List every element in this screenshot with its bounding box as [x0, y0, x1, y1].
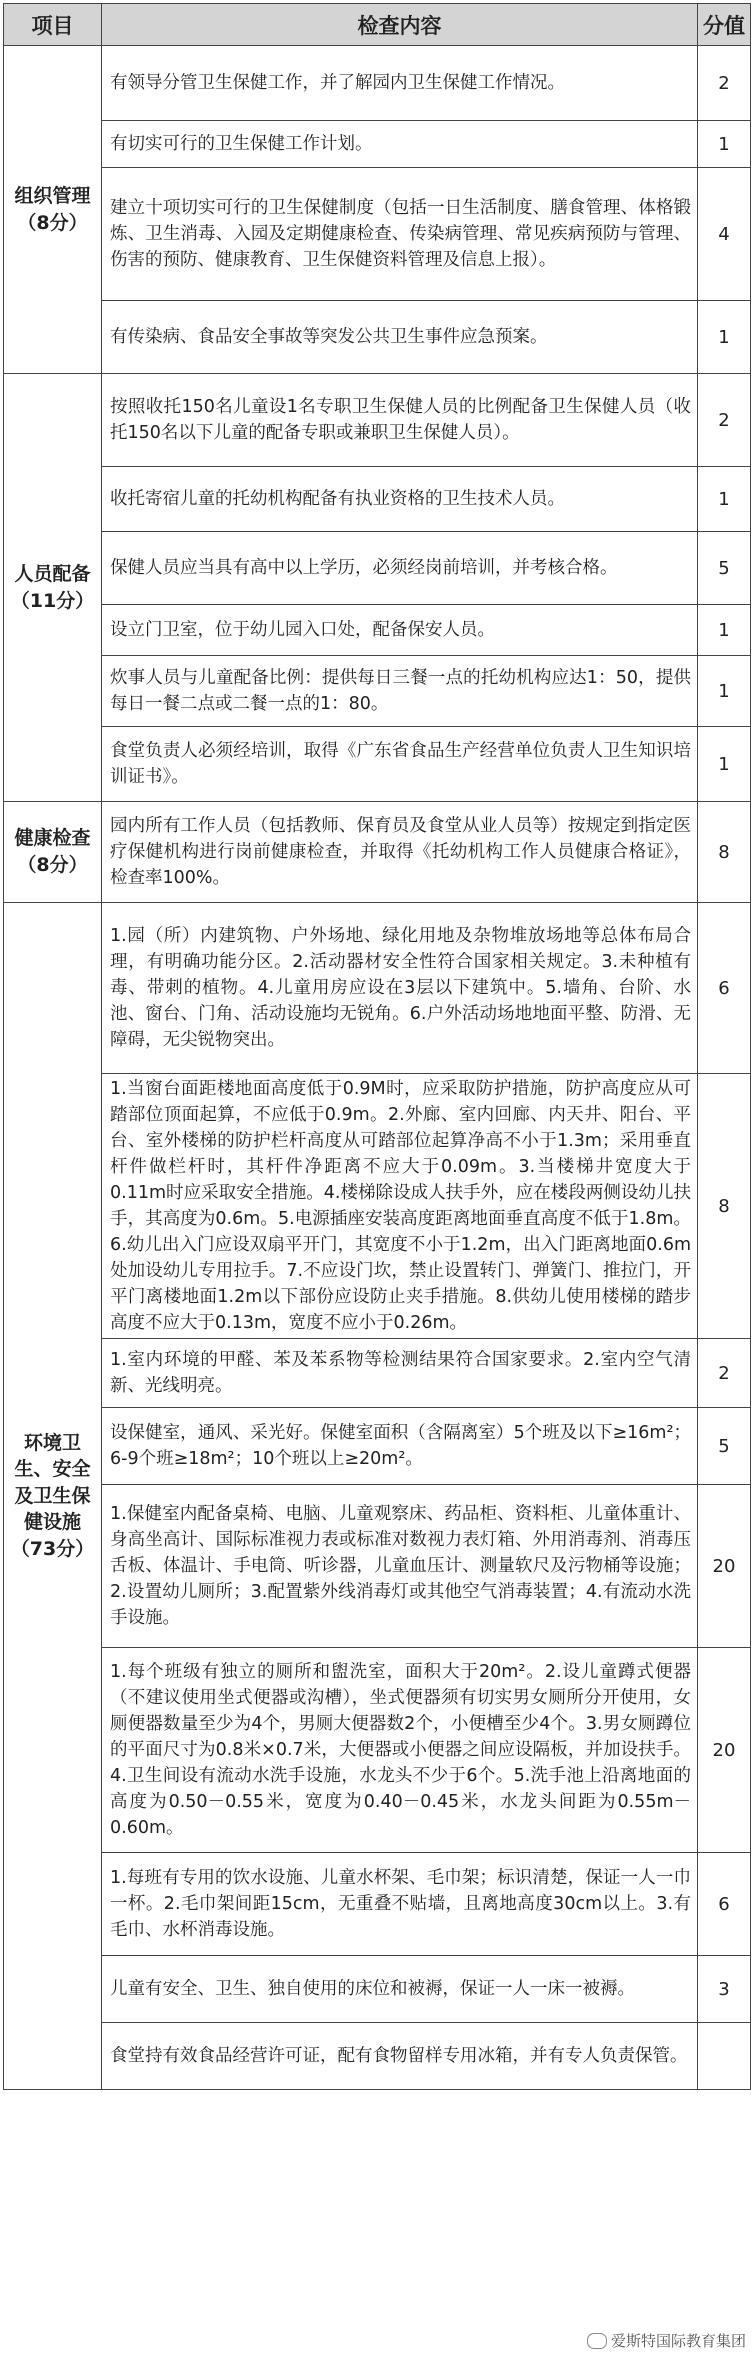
content-cell: 炊事人员与儿童配备比例：提供每日三餐一点的托幼机构应达1：50，提供每日一餐二点或二餐一点的1：80。	[102, 656, 698, 727]
content-cell: 设保健室，通风、采光好。保健室面积（含隔离室）5个班及以下≥16m²；6-9个班≥18m²；10个班以上≥20m²。	[102, 1408, 698, 1485]
table-row	[4, 301, 751, 374]
score-cell: 4	[698, 168, 751, 301]
table-row	[4, 605, 751, 656]
content-cell: 保健人员应当具有高中以上学历，必须经岗前培训，并考核合格。	[102, 532, 698, 605]
content-cell: 食堂负责人必须经培训，取得《广东省食品生产经营单位负责人卫生知识培训证书》。	[102, 727, 698, 802]
score-cell: 1	[698, 656, 751, 727]
score-cell: 6	[698, 1853, 751, 1956]
table-row	[4, 1074, 751, 1339]
score-cell: 1	[698, 301, 751, 374]
table-row	[4, 1485, 751, 1648]
table-row	[4, 374, 751, 467]
score-cell: 1	[698, 467, 751, 532]
content-cell: 有传染病、食品安全事故等突发公共卫生事件应急预案。	[102, 301, 698, 374]
category-org: 组织管理 （8分）	[4, 46, 102, 374]
content-cell: 有领导分管卫生保健工作，并了解园内卫生保健工作情况。	[102, 46, 698, 121]
table-row	[4, 46, 751, 121]
table-row	[4, 1408, 751, 1485]
table-row	[4, 532, 751, 605]
header-row	[4, 4, 751, 46]
header-content: 检查内容	[102, 4, 698, 46]
table-row	[4, 903, 751, 1074]
watermark	[585, 2330, 748, 2351]
score-cell: 2	[698, 46, 751, 121]
table-row	[4, 802, 751, 903]
score-cell: 2	[698, 1339, 751, 1408]
score-cell: 8	[698, 1074, 751, 1339]
score-cell: 1	[698, 727, 751, 802]
table-row	[4, 656, 751, 727]
content-cell: 儿童有安全、卫生、独自使用的床位和被褥，保证一人一床一被褥。	[102, 1956, 698, 2023]
content-cell: 建立十项切实可行的卫生保健制度（包括一日生活制度、膳食管理、体格锻炼、卫生消毒、入园及定期健康检查、传染病管理、常见疾病预防与管理、伤害的预防、健康教育、卫生保健资料管理及信息上报）。	[102, 168, 698, 301]
content-cell: 1.每班有专用的饮水设施、儿童水杯架、毛巾架；标识清楚，保证一人一巾一杯。2.毛巾架间距15cm，无重叠不贴墙，且离地高度30cm以上。3.有毛巾、水杯消毒设施。	[102, 1853, 698, 1956]
category-env: 环境卫生、安全及卫生保健设施（73分）	[4, 903, 102, 2090]
wechat-icon	[587, 2333, 607, 2349]
content-cell: 设立门卫室，位于幼儿园入口处，配备保安人员。	[102, 605, 698, 656]
category-health: 健康检查 （8分）	[4, 802, 102, 903]
table-row	[4, 168, 751, 301]
content-cell: 1.当窗台面距楼地面高度低于0.9M时，应采取防护措施，防护高度应从可踏部位顶面起算，不应低于0.9m。2.外廊、室内回廊、内天井、阳台、平台、室外楼梯的防护栏杆高度从可踏部位起算净高不小于1.3m；采用垂直杆件做栏杆时，其杆件净距离不应大于0.09m。3.当楼梯井宽度大于0.11m时应采取安全措施。4.楼梯除设成人扶手外，应在楼段两侧设幼儿扶手，其高度为0.6m。5.电源插座安装高度距离地面垂直高度不低于1.8m。6.幼儿出入门应设双扇平开门，其宽度不小于1.2m，出入门距离地面0.6m处加设幼儿专用拉手。7.不应设门坎，禁止设置转门、弹簧门、推拉门，开平门离楼地面1.2m以下部份应设防止夹手措施。8.供幼儿使用楼梯的踏步高度不应大于0.13m，宽度不应小于0.26m。	[102, 1074, 698, 1339]
score-cell: 3	[698, 1956, 751, 2023]
table-row	[4, 727, 751, 802]
content-cell: 1.保健室内配备桌椅、电脑、儿童观察床、药品柜、资料柜、儿童体重计、身高坐高计、国际标准视力表或标准对数视力表灯箱、外用消毒剂、消毒压舌板、体温计、手电筒、听诊器，儿童血压计、测量软尺及污物桶等设施；2.设置幼儿厕所；3.配置紫外线消毒灯或其他空气消毒装置；4.有流动水洗手设施。	[102, 1485, 698, 1648]
table-row	[4, 467, 751, 532]
table-row	[4, 121, 751, 168]
content-cell: 园内所有工作人员（包括教师、保育员及食堂从业人员等）按规定到指定医疗保健机构进行岗前健康检查，并取得《托幼机构工作人员健康合格证》，检查率100%。	[102, 802, 698, 903]
score-cell: 1	[698, 121, 751, 168]
content-cell: 1.室内环境的甲醛、苯及苯系物等检测结果符合国家要求。2.室内空气清新、光线明亮。	[102, 1339, 698, 1408]
inspection-table	[3, 3, 751, 2090]
score-cell: 20	[698, 1648, 751, 1853]
score-cell	[698, 2023, 751, 2090]
score-cell: 20	[698, 1485, 751, 1648]
score-cell: 2	[698, 374, 751, 467]
watermark-text: 爱斯特国际教育集团	[610, 2332, 746, 2350]
header-score: 分值	[698, 4, 751, 46]
table-row	[4, 1339, 751, 1408]
score-cell: 1	[698, 605, 751, 656]
content-cell: 食堂持有效食品经营许可证，配有食物留样专用冰箱，并有专人负责保管。	[102, 2023, 698, 2090]
table-row	[4, 1648, 751, 1853]
score-cell: 6	[698, 903, 751, 1074]
content-cell: 1.每个班级有独立的厕所和盥洗室，面积大于20m²。2.设儿童蹲式便器（不建议使用坐式便器或沟槽），坐式便器须有切实男女厕所分开使用，女厕便器数量至少为4个，男厕大便器数2个，小便槽至少4个。3.男女厕蹲位的平面尺寸为0.8米×0.7米，大便器或小便器之间应设隔板，并加设扶手。4.卫生间设有流动水洗手设施，水龙头不少于6个。5.洗手池上沿离地面的高度为0.50－0.55米，宽度为0.40－0.45米，水龙头间距为0.55m－0.60m。	[102, 1648, 698, 1853]
header-category: 项目	[4, 4, 102, 46]
score-cell: 5	[698, 1408, 751, 1485]
category-staff: 人员配备 （11分）	[4, 374, 102, 802]
content-cell: 1.园（所）内建筑物、户外场地、绿化用地及杂物堆放场地等总体布局合理，有明确功能分区。2.活动器材安全性符合国家相关规定。3.未种植有毒、带刺的植物。4.儿童用房应设在3层以下建筑中。5.墙角、台阶、水池、窗台、门角、活动设施均无锐角。6.户外活动场地地面平整、防滑、无障碍，无尖锐物突出。	[102, 903, 698, 1074]
score-cell: 8	[698, 802, 751, 903]
table-row	[4, 1853, 751, 1956]
table-row	[4, 1956, 751, 2023]
content-cell: 收托寄宿儿童的托幼机构配备有执业资格的卫生技术人员。	[102, 467, 698, 532]
content-cell: 有切实可行的卫生保健工作计划。	[102, 121, 698, 168]
content-cell: 按照收托150名儿童设1名专职卫生保健人员的比例配备卫生保健人员（收托150名以下儿童的配备专职或兼职卫生保健人员）。	[102, 374, 698, 467]
score-cell: 5	[698, 532, 751, 605]
table-row	[4, 2023, 751, 2090]
